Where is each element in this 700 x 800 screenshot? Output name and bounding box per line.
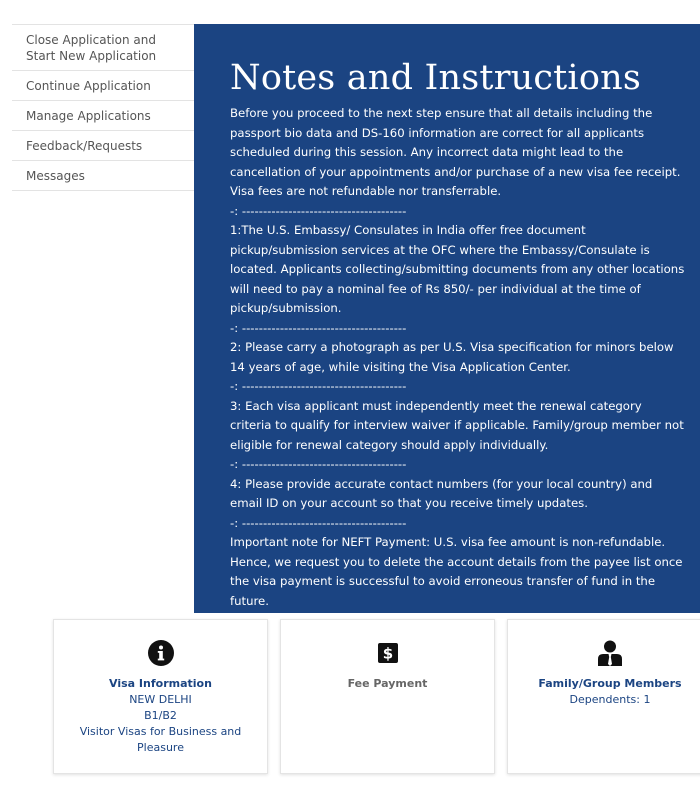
fee-payment-card[interactable] (280, 619, 495, 774)
sidebar-item-messages[interactable]: Messages (12, 161, 194, 191)
fee-payment-title[interactable]: Fee Payment (347, 677, 428, 690)
family-group-card[interactable] (507, 619, 700, 774)
notes-panel (194, 24, 700, 613)
summary-cards (53, 619, 700, 777)
notes-intro: Before you proceed to the next step ensure that all details including the passport bio data and DS-160 information are correct for all applicants scheduled during this session. Any incorrect data might lead to the cancellation of your appointments and/or purchase of a new visa fee receipt. Visa fees are not refundable nor transferrable. (230, 106, 681, 198)
separator: -: --------------------------------------- (230, 320, 407, 335)
notes-item-1: 1:The U.S. Embassy/ Consulates in India offer free document pickup/submission services at the OFC where the Embassy/Consulate is located. Applicants collecting/submitting documents from any other locations will need to pay a nominal fee of Rs 850/- per individual at the time of pickup/submission. (230, 223, 685, 315)
separator: -: --------------------------------------- (230, 457, 407, 471)
visa-category: Visitor Visas for Business and Pleasure (79, 725, 242, 754)
notes-item-2: 2: Please carry a photograph as per U.S. Visa specification for minors below 14 years of age, while visiting the Visa Application Center. (230, 340, 674, 374)
svg-text:$: $ (382, 644, 393, 663)
sidebar-menu (12, 24, 194, 191)
family-group-title[interactable]: Family/Group Members (538, 677, 682, 690)
sidebar-item-continue-application[interactable]: Continue Application (12, 71, 194, 101)
sidebar-item-close-start-new[interactable]: Close Application and Start New Application (12, 25, 194, 71)
visa-location: NEW DELHI (129, 693, 192, 706)
visa-class: B1/B2 (144, 709, 177, 722)
sidebar-item-manage-applications[interactable]: Manage Applications (12, 101, 194, 131)
visa-information-title[interactable]: Visa Information (109, 677, 212, 690)
notes-neft: Important note for NEFT Payment: U.S. visa fee amount is non-refundable. Hence, we request you to delete the account details from the payee list once the visa payment is successful to avoid erroneous transfer of fund in the future. (230, 535, 683, 608)
dependents-count: Dependents: 1 (569, 693, 651, 706)
dollar-icon (281, 640, 494, 666)
separator: -: --------------------------------------- (230, 379, 407, 393)
separator: -: --------------------------------------- (230, 515, 407, 530)
notes-title: Notes and Instructions (230, 58, 642, 98)
person-icon (508, 640, 700, 666)
notes-item-3: 3: Each visa applicant must independently meet the renewal category criteria to qualify for interview waiver if applicable. Family/group member not eligible for renewal category should apply individually. (230, 398, 684, 452)
visa-information-card[interactable] (53, 619, 268, 774)
notes-item-4: 4: Please provide accurate contact numbers (for your local country) and email ID on your account so that you receive timely updates. (230, 476, 653, 510)
separator: -: --------------------------------------- (230, 203, 407, 218)
sidebar-item-feedback-requests[interactable]: Feedback/Requests (12, 131, 194, 161)
info-icon (54, 640, 267, 666)
